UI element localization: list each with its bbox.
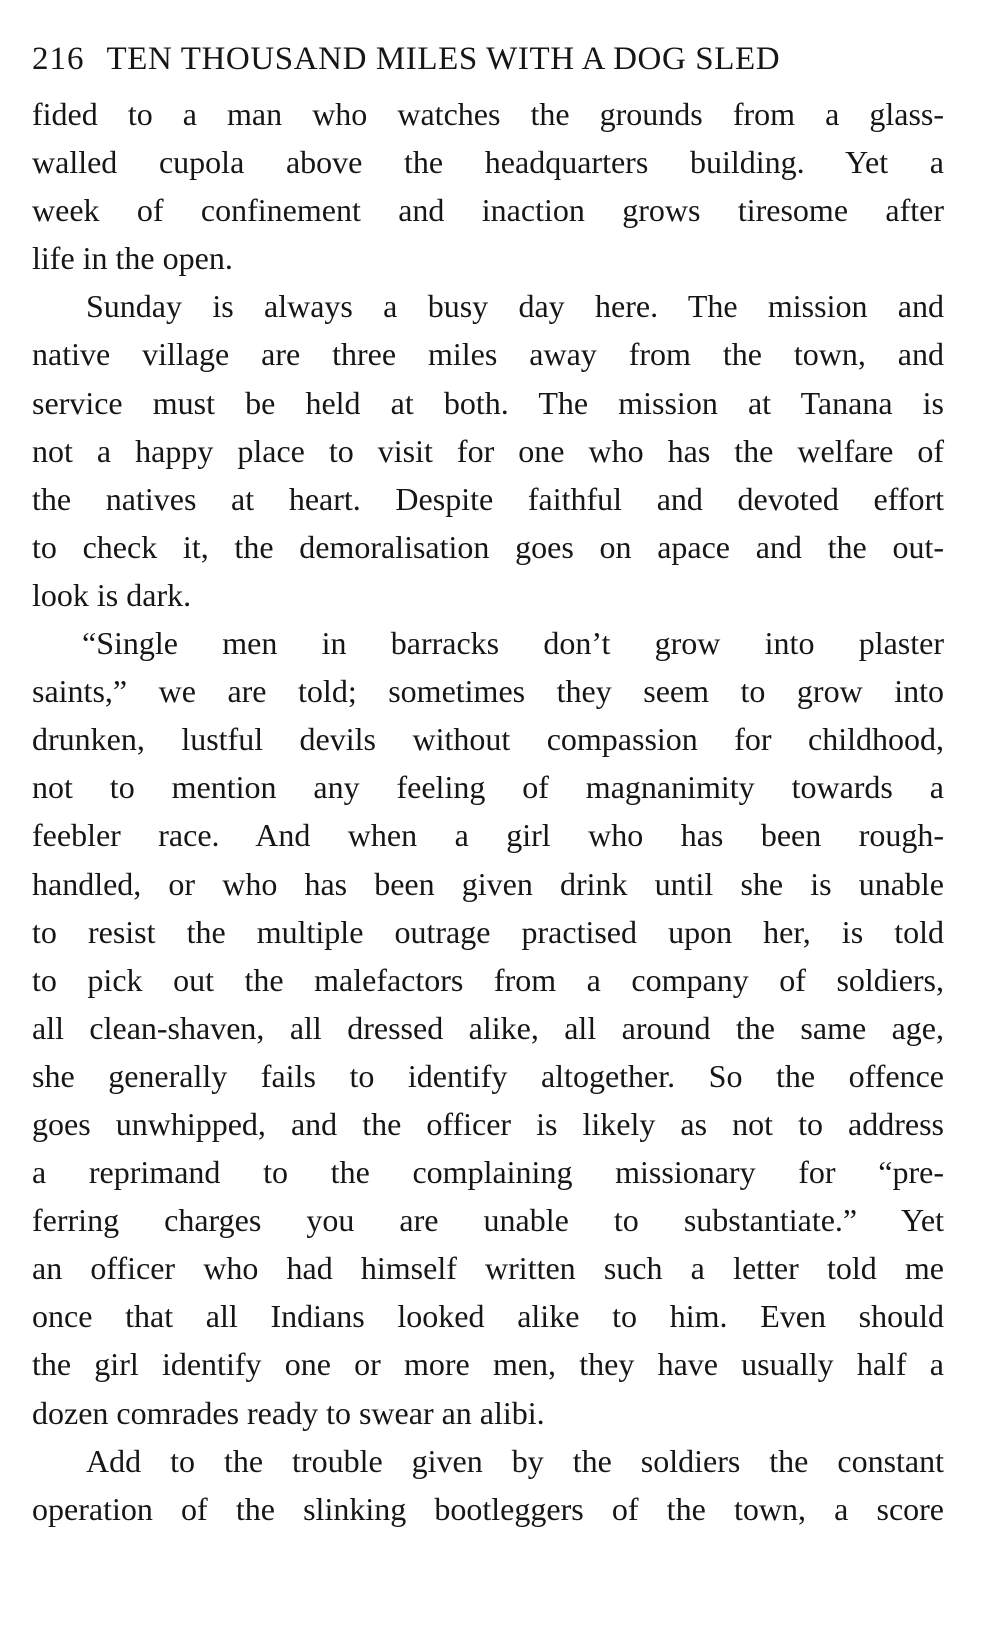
running-title: TEN THOUSAND MILES WITH A DOG SLED <box>106 41 781 77</box>
text-line: to pick out the malefactors from a company of soldiers, <box>32 961 944 998</box>
text-line: life in the open. <box>32 240 233 277</box>
text-line: once that all Indians looked alike to him. Even should <box>32 1298 944 1335</box>
text-line: not to mention any feeling of magnanimity towards a <box>32 769 944 806</box>
paragraph-2 <box>32 282 944 619</box>
text-line: drunken, lustful devils without compassion for childhood, <box>32 721 944 758</box>
running-head <box>32 36 944 86</box>
body-text <box>32 90 944 1533</box>
text-line: handled, or who has been given drink until she is unable <box>32 865 944 902</box>
text-line: feebler race. And when a girl who has been rough- <box>32 817 944 854</box>
text-line: walled cupola above the headquarters building. Yet a <box>32 144 944 181</box>
text-line: the natives at heart. Despite faithful and devoted effort <box>32 480 944 517</box>
text-line: to check it, the demoralisation goes on apace and the out- <box>32 528 944 565</box>
paragraph-3 <box>32 619 944 1437</box>
text-line: fided to a man who watches the grounds from a glass- <box>32 96 944 132</box>
text-line: operation of the slinking bootleggers of the town, a score <box>32 1490 944 1527</box>
text-line: Sunday is always a busy day here. The mission and <box>86 288 944 325</box>
text-line: “Single men in barracks don’t grow into plaster <box>82 625 944 662</box>
text-line: ferring charges you are unable to substantiate.” Yet <box>32 1202 944 1239</box>
text-line: she generally fails to identify altogether. So the offence <box>32 1057 944 1094</box>
text-line: to resist the multiple outrage practised upon her, is told <box>32 913 944 950</box>
paragraph-4 <box>32 1437 944 1533</box>
text-line: week of confinement and inaction grows tiresome after <box>32 192 944 229</box>
text-line: native village are three miles away from the town, and <box>32 336 944 373</box>
text-line: an officer who had himself written such a letter told me <box>32 1250 944 1287</box>
text-line: look is dark. <box>32 576 192 613</box>
text-line: a reprimand to the complaining missionary for “pre- <box>32 1154 944 1191</box>
text-line: goes unwhipped, and the officer is likely as not to address <box>32 1105 944 1142</box>
paragraph-1 <box>32 90 944 282</box>
page-number: 216 <box>32 41 85 77</box>
text-line: Add to the trouble given by the soldiers the constant <box>86 1442 944 1479</box>
text-line: saints,” we are told; sometimes they seem to grow into <box>32 673 944 710</box>
text-line: not a happy place to visit for one who has the welfare of <box>32 432 944 469</box>
text-line: dozen comrades ready to swear an alibi. <box>32 1394 545 1431</box>
text-line: all clean-shaven, all dressed alike, all around the same age, <box>32 1009 944 1046</box>
text-line: service must be held at both. The mission at Tanana is <box>32 384 944 421</box>
text-line: the girl identify one or more men, they have usually half a <box>32 1346 944 1383</box>
book-page <box>32 36 944 1533</box>
